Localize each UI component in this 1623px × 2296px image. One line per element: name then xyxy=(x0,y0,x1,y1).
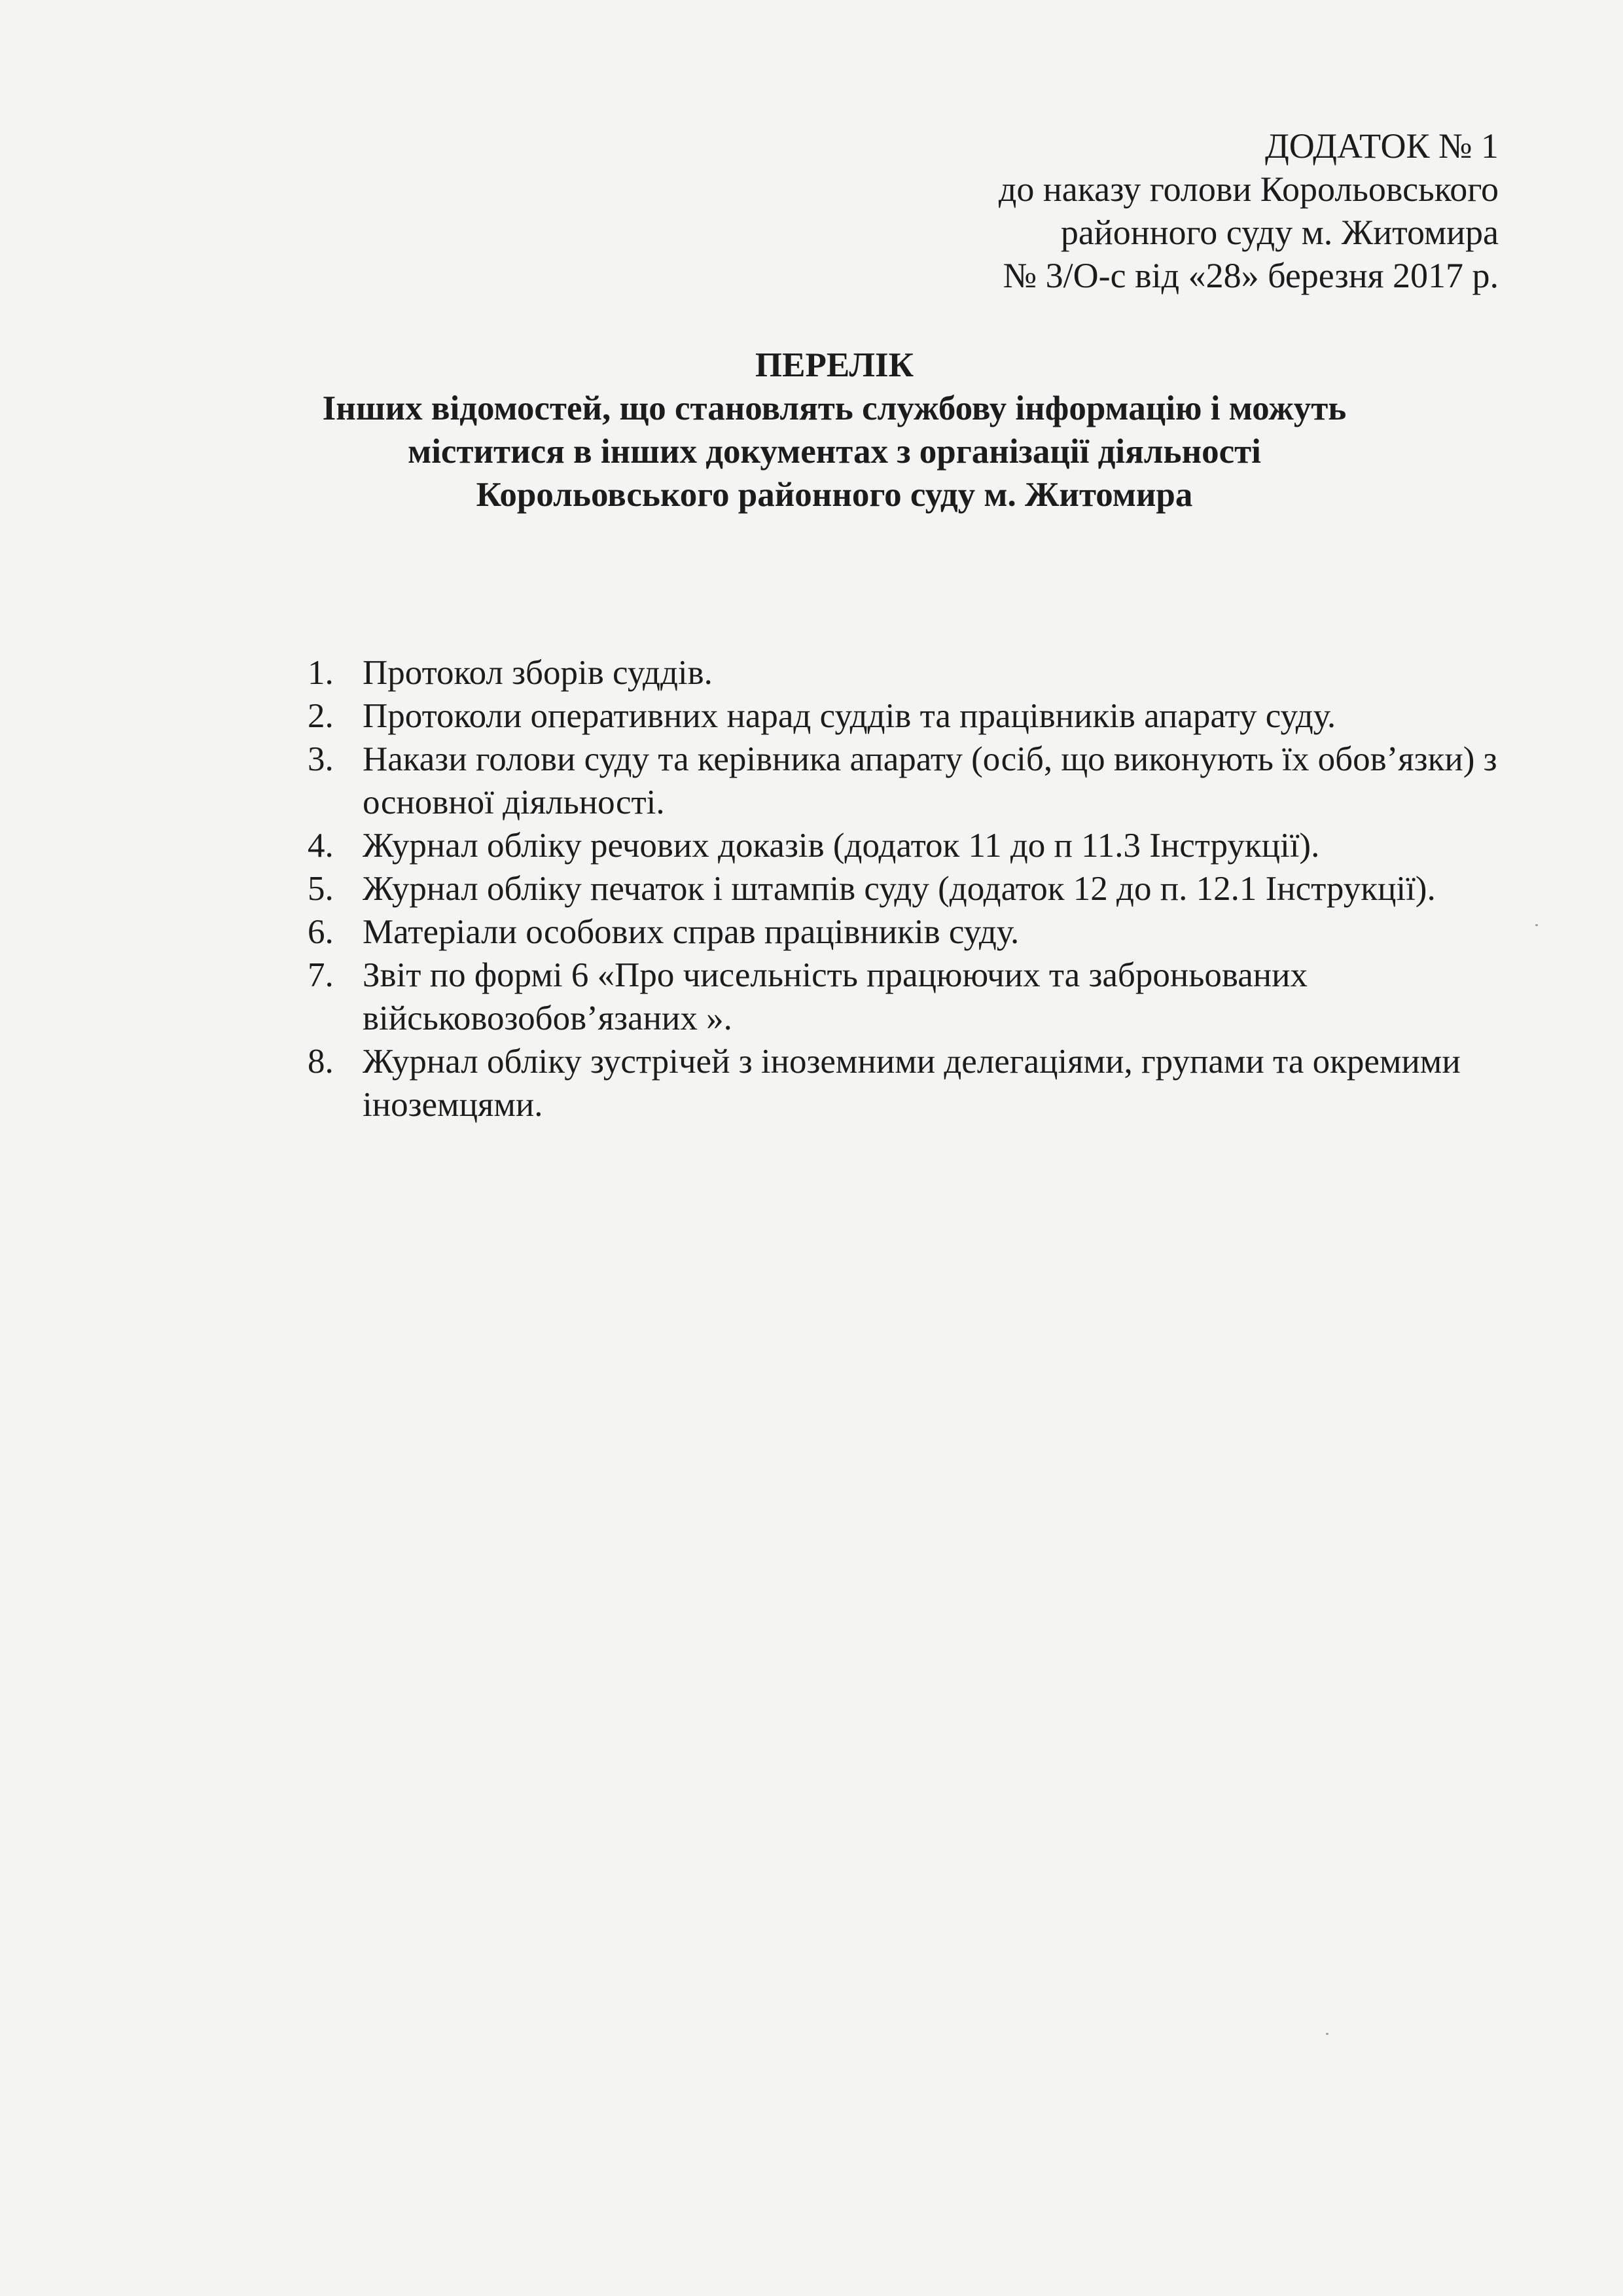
list-item-number: 6. xyxy=(308,913,334,951)
list-item xyxy=(308,651,1499,694)
appendix-order-date: № 3/О-с від «28» березня 2017 р. xyxy=(1003,256,1499,295)
appendix-court-name: районного суду м. Житомира xyxy=(1060,213,1499,252)
list-item-number: 7. xyxy=(308,956,334,994)
list-item-number: 8. xyxy=(308,1043,334,1081)
heading-subtitle-line-1: Інших відомостей, що становлять службову інформацію і можуть xyxy=(322,389,1347,427)
list-item-text: Журнал обліку печаток і штампів суду (додаток 12 до п. 12.1 Інструкції). xyxy=(363,870,1436,908)
list-item-text: Протокол зборів суддів. xyxy=(363,654,713,692)
appendix-block xyxy=(713,124,1499,297)
numbered-list xyxy=(308,651,1499,1126)
heading-subtitle-line-2: міститися в інших документах з організації діяльності xyxy=(408,433,1261,471)
list-item-number: 4. xyxy=(308,827,334,865)
list-item-number: 1. xyxy=(308,654,334,692)
list-item xyxy=(308,910,1499,954)
list-item-text: Журнал обліку зустрічей з іноземними делегаціями, групами та окремими іноземцями. xyxy=(363,1043,1461,1124)
scan-speck xyxy=(1535,924,1538,926)
list-item xyxy=(308,694,1499,738)
list-item-text: Матеріали особових справ працівників суду. xyxy=(363,913,1020,951)
list-item-text: Журнал обліку речових доказів (додаток 11 до п 11.3 Інструкції). xyxy=(363,827,1320,865)
list-item-text: Протоколи оперативних нарад суддів та працівників апарату суду. xyxy=(363,697,1336,735)
appendix-order-reference: до наказу голови Корольовського xyxy=(998,170,1499,209)
list-item-text: Накази голови суду та керівника апарату (осіб, що виконують їх обов’язки) з основної діяльності. xyxy=(363,740,1497,821)
list-item-number: 2. xyxy=(308,697,334,735)
list-item xyxy=(308,954,1499,1040)
scan-speck xyxy=(1326,2033,1329,2035)
document-title: ПЕРЕЛІК xyxy=(755,346,914,384)
list-item-number: 5. xyxy=(308,870,334,908)
list-item xyxy=(308,824,1499,867)
list-item xyxy=(308,1040,1499,1126)
document-heading xyxy=(196,344,1472,516)
list-item xyxy=(308,867,1499,910)
heading-subtitle-line-3: Корольовського районного суду м. Житомира xyxy=(476,476,1193,514)
list-item xyxy=(308,738,1499,824)
appendix-number: ДОДАТОК № 1 xyxy=(1264,126,1499,166)
list-item-text: Звіт по формі 6 «Про чисельність працюючих та заброньованих військовозобов’язаних ». xyxy=(363,956,1308,1037)
list-item-number: 3. xyxy=(308,740,334,778)
